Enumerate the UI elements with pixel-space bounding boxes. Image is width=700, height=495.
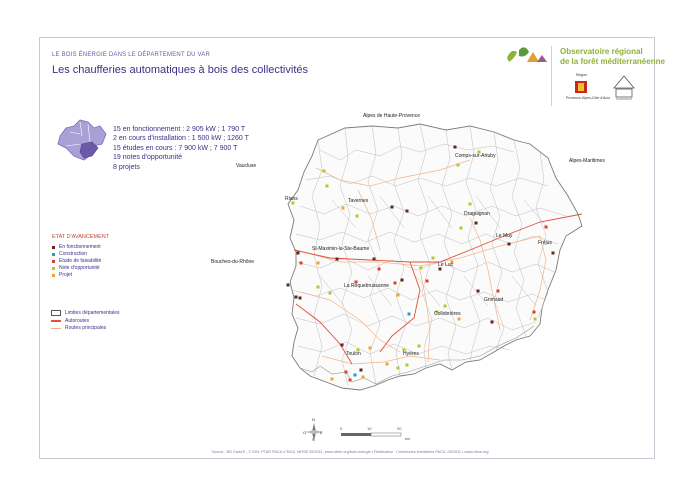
compass-s: S: [312, 437, 315, 442]
legend-label: Note d'opportunité: [59, 265, 100, 271]
stat-installation: 2 en cours d'installation : 1 500 kW ; 1260 T: [113, 135, 249, 143]
observatoire-name-line2: de la forêt méditerranéenne: [560, 57, 665, 66]
label-hyeres: Hyères: [403, 351, 419, 357]
chaufferie-point-projet: [317, 262, 320, 265]
chaufferie-point-fonctionnement: [299, 297, 302, 300]
label-collobrieres: Collobrières: [434, 311, 461, 317]
region-name: Provence-Alpes-Côte d'Azur: [566, 96, 611, 100]
chaufferie-point-note: [457, 164, 460, 167]
page-title: Les chaufferies automatiques à bois des collectivités: [52, 64, 308, 76]
page-supertitle: LE BOIS ÉNERGIE DANS LE DÉPARTEMENT DU VAR: [52, 52, 210, 58]
legend-label: Limites départementales: [65, 310, 120, 316]
compass-o: O: [303, 430, 307, 435]
chaufferie-point-fonctionnement: [454, 146, 457, 149]
chaufferie-point-note: [460, 227, 463, 230]
chaufferie-point-etude: [545, 226, 548, 229]
label-rians: Rians: [285, 196, 298, 202]
compass-e: E: [320, 430, 323, 435]
chaufferie-point-etude: [426, 280, 429, 283]
chaufferie-point-fonctionnement: [336, 258, 339, 261]
label-draguignan: Draguignan: [464, 211, 490, 217]
chaufferie-point-projet: [331, 378, 334, 381]
label-le-luc: Le Luc: [438, 262, 454, 268]
chaufferie-point-note: [397, 367, 400, 370]
chaufferie-point-projet: [386, 363, 389, 366]
chaufferie-point-etude: [533, 311, 536, 314]
scale-unit: km: [405, 436, 411, 441]
legend-label: Projet: [59, 272, 73, 278]
legend-label: Autoroutes: [65, 318, 90, 324]
source-footer: Source : BD Carto® - © IGN, PTAR PACA n°8410, MRSE 09/2011, www.ofme.org/bois-energie • Réalisation : Communes forestières PACA, 09/2011 • www.ofme.org: [211, 450, 489, 454]
label-toulon: Toulon: [346, 351, 361, 357]
legend-label: Etude de faisabilité: [59, 258, 102, 264]
chaufferie-point-fonctionnement: [391, 206, 394, 209]
chaufferie-point-fonctionnement: [287, 284, 290, 287]
chaufferie-point-note: [329, 292, 332, 295]
chaufferie-point-note: [420, 267, 423, 270]
chaufferie-point-note: [432, 257, 435, 260]
legend-label: Routes principales: [65, 325, 107, 331]
chaufferie-point-fonctionnement: [475, 222, 478, 225]
scale-tick-0: 0: [340, 426, 343, 431]
chaufferie-point-etude: [394, 282, 397, 285]
chaufferie-point-note: [534, 318, 537, 321]
compass-n: N: [312, 417, 315, 422]
stat-fonctionnement: 15 en fonctionnement : 2 905 kW ; 1 790 T: [113, 126, 246, 133]
chaufferie-point-etude: [349, 379, 352, 382]
label-vaucluse: Vaucluse: [236, 163, 257, 169]
chaufferie-point-projet: [342, 207, 345, 210]
chaufferie-point-note: [323, 170, 326, 173]
chaufferie-point-projet: [458, 318, 461, 321]
department-outline: [288, 124, 582, 390]
chaufferie-point-etude: [378, 268, 381, 271]
scale-tick-20: 20: [397, 426, 402, 431]
chaufferie-point-fonctionnement: [341, 344, 344, 347]
label-alpes-maritimes: Alpes-Maritimes: [569, 158, 605, 164]
chaufferie-point-fonctionnement: [491, 321, 494, 324]
label-tavernes: Tavernes: [348, 198, 369, 204]
chaufferie-point-fonctionnement: [373, 258, 376, 261]
legend-label: En fonctionnement: [59, 244, 101, 250]
chaufferie-point-etude: [300, 262, 303, 265]
chaufferie-point-fonctionnement: [477, 290, 480, 293]
label-bouches-du-rhone: Bouches-du-Rhône: [211, 259, 255, 265]
stat-etudes: 15 études en cours : 7 900 kW ; 7 900 T: [113, 144, 238, 152]
chaufferie-point-fonctionnement: [297, 252, 300, 255]
chaufferie-point-fonctionnement: [401, 279, 404, 282]
chaufferie-point-projet: [369, 347, 372, 350]
stat-projets: 8 projets: [113, 163, 140, 171]
chaufferie-point-note: [469, 203, 472, 206]
label-comps: Comps-sur-Artuby: [455, 153, 496, 159]
chaufferie-point-note: [406, 364, 409, 367]
label-la-roquebrussanne: La Roquebrussanne: [344, 283, 390, 289]
chaufferie-point-fonctionnement: [295, 296, 298, 299]
chaufferie-point-note: [326, 185, 329, 188]
legend-label: Construction: [59, 251, 88, 257]
stat-notes: 19 notes d'opportunité: [113, 154, 183, 162]
chaufferie-point-fonctionnement: [552, 252, 555, 255]
chaufferie-point-construction: [354, 374, 357, 377]
chaufferie-point-fonctionnement: [508, 243, 511, 246]
label-frejus: Fréjus: [538, 240, 552, 246]
chaufferie-point-fonctionnement: [406, 210, 409, 213]
label-grimaud: Grimaud: [484, 297, 504, 303]
region-label: Région: [576, 73, 588, 77]
label-le-muy: Le Muy: [496, 233, 513, 239]
legend-title: ETAT D'AVANCEMENT: [52, 234, 110, 240]
chaufferie-point-projet: [362, 376, 365, 379]
chaufferie-point-construction: [408, 313, 411, 316]
chaufferie-point-projet: [397, 294, 400, 297]
chaufferie-point-note: [444, 305, 447, 308]
label-alpes-haute-provence: Alpes de Haute-Provence: [363, 113, 420, 119]
scale-tick-10: 10: [367, 426, 372, 431]
chaufferie-point-note: [418, 345, 421, 348]
chaufferie-point-etude: [345, 371, 348, 374]
observatoire-name-line1: Observatoire régional: [560, 47, 643, 56]
chaufferie-point-note: [317, 286, 320, 289]
scale-bar: [340, 432, 404, 438]
label-st-maximin: St-Maximin-la-Ste-Baume: [312, 246, 370, 252]
chaufferie-point-etude: [497, 290, 500, 293]
chaufferie-point-fonctionnement: [360, 369, 363, 372]
chaufferie-point-note: [356, 215, 359, 218]
